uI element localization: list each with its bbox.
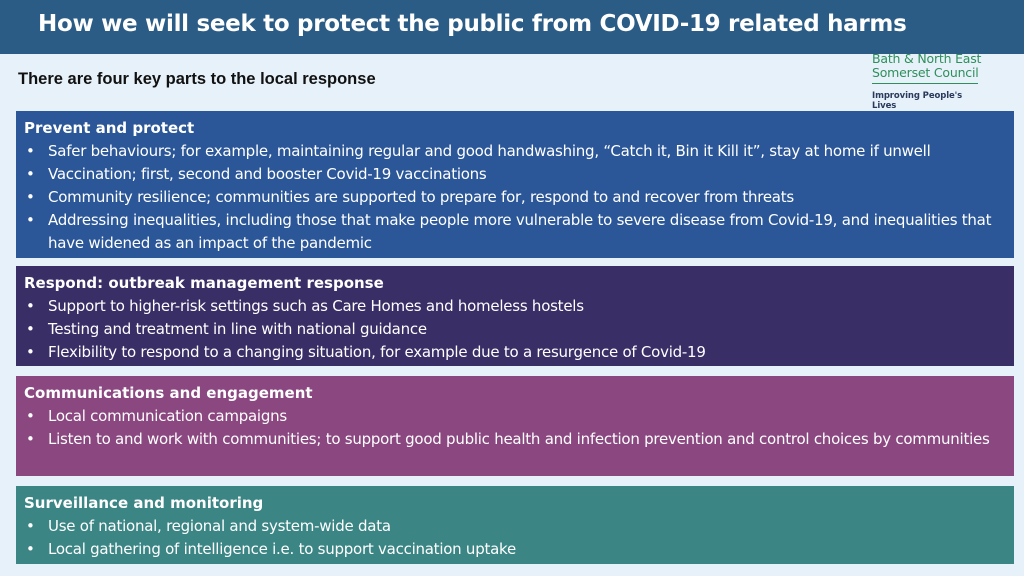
list-item	[24, 209, 1006, 255]
bullet-icon: •	[26, 297, 35, 315]
list-item-text: Support to higher-risk settings such as Care Homes and homeless hostels	[48, 297, 584, 315]
list-item	[24, 341, 1006, 364]
list-item-text: Listen to and work with communities; to support good public health and infection prevention and control choices by communities	[48, 430, 990, 448]
section-respond	[16, 266, 1014, 366]
list-item	[24, 538, 1006, 561]
page-title: How we will seek to protect the public from COVID-19 related harms	[38, 11, 907, 37]
list-item	[24, 163, 1006, 186]
logo-tagline: Improving People's Lives	[872, 91, 963, 111]
bullet-list	[24, 405, 1006, 451]
bullet-icon: •	[26, 188, 35, 206]
list-item-text: Community resilience; communities are supported to prepare for, respond to and recover from threats	[48, 188, 794, 206]
logo-divider	[872, 83, 978, 84]
bullet-icon: •	[26, 320, 35, 338]
list-item-text: Local gathering of intelligence i.e. to support vaccination uptake	[48, 540, 516, 558]
list-item	[24, 318, 1006, 341]
list-item	[24, 428, 1006, 451]
bullet-list	[24, 295, 1006, 364]
list-item-text: Safer behaviours; for example, maintaining regular and good handwashing, “Catch it, Bin it Kill it”, stay at home if unwell	[48, 142, 931, 160]
council-logo	[872, 51, 982, 111]
bullet-icon: •	[26, 142, 35, 160]
list-item	[24, 140, 1006, 163]
section-communications	[16, 376, 1014, 476]
bullet-list	[24, 515, 1006, 561]
list-item	[24, 405, 1006, 428]
list-item-text: Use of national, regional and system-wide data	[48, 517, 391, 535]
bullet-icon: •	[26, 165, 35, 183]
bullet-icon: •	[26, 343, 35, 361]
section-title: Prevent and protect	[24, 119, 195, 137]
section-surveillance	[16, 486, 1014, 564]
title-bar	[0, 0, 1024, 54]
list-item-text: Flexibility to respond to a changing situation, for example due to a resurgence of Covid-19	[48, 343, 706, 361]
subtitle: There are four key parts to the local response	[18, 70, 376, 88]
bullet-icon: •	[26, 430, 35, 448]
list-item-text: Addressing inequalities, including those that make people more vulnerable to severe disease from Covid-19, and inequalities that have widened as an impact of the pandemic	[48, 211, 992, 252]
section-title: Respond: outbreak management response	[24, 274, 384, 292]
list-item	[24, 515, 1006, 538]
section-title: Surveillance and monitoring	[24, 494, 264, 512]
list-item	[24, 186, 1006, 209]
list-item	[24, 295, 1006, 318]
section-title: Communications and engagement	[24, 384, 313, 402]
bullet-icon: •	[26, 517, 35, 535]
list-item-text: Testing and treatment in line with national guidance	[48, 320, 427, 338]
bullet-icon: •	[26, 407, 35, 425]
bullet-list	[24, 140, 1006, 255]
bullet-icon: •	[26, 211, 35, 229]
list-item-text: Vaccination; first, second and booster Covid-19 vaccinations	[48, 165, 487, 183]
bullet-icon: •	[26, 540, 35, 558]
logo-line-1: Bath & North East	[872, 51, 982, 66]
section-prevent-protect	[16, 111, 1014, 258]
list-item-text: Local communication campaigns	[48, 407, 287, 425]
logo-line-2: Somerset Council	[872, 65, 979, 80]
